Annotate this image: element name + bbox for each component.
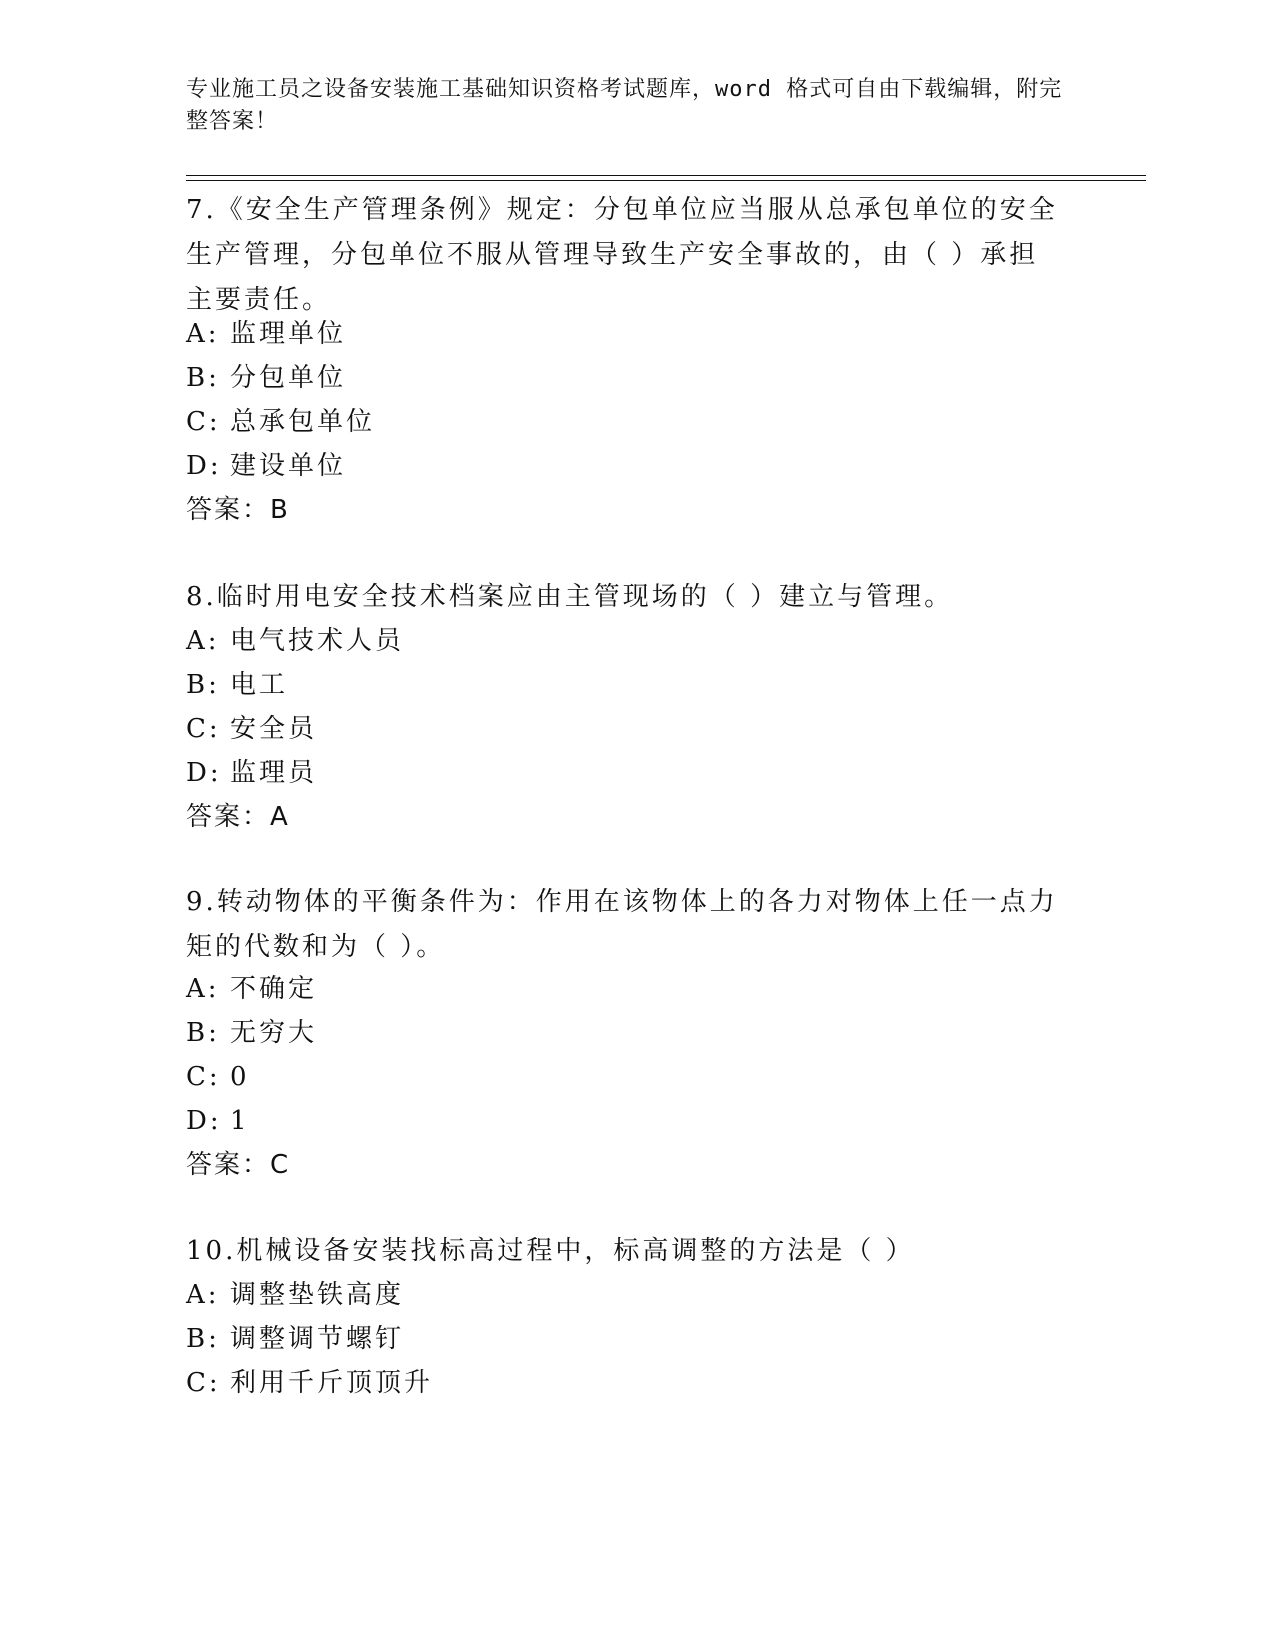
option-text: 总承包单位 (230, 407, 376, 437)
option-text: 调整垫铁高度 (230, 1280, 405, 1310)
option-letter: B: (186, 1018, 220, 1048)
question-option (186, 356, 1066, 401)
option-text: 1 (230, 1106, 250, 1136)
option-text: 分包单位 (230, 363, 347, 393)
option-letter: C: (186, 1062, 221, 1092)
answer-line: 答案：A (186, 802, 290, 832)
option-text: 0 (230, 1062, 250, 1092)
option-letter: C: (186, 1368, 221, 1398)
question-option (186, 1011, 1066, 1056)
option-text: 利用千斤顶顶升 (230, 1368, 434, 1398)
answer-line: 答案：B (186, 495, 290, 525)
question-option (186, 1361, 1066, 1406)
option-text: 电气技术人员 (230, 626, 405, 656)
option-letter: D: (186, 451, 222, 481)
option-text: 建设单位 (230, 451, 347, 481)
document-header: 专业施工员之设备安装施工基础知识资格考试题库，word 格式可自由下载编辑，附完整答案！ (186, 77, 1063, 134)
option-letter: A: (186, 319, 220, 349)
question-option (186, 1099, 1066, 1144)
question-option (186, 619, 1066, 664)
option-text: 安全员 (230, 714, 318, 744)
option-letter: A: (186, 974, 220, 1004)
option-text: 监理员 (230, 758, 318, 788)
option-text: 不确定 (230, 974, 318, 1004)
question-stem: 7.《安全生产管理条例》规定：分包单位应当服从总承包单位的安全生产管理，分包单位不服从管理导致生产安全事故的，由（ ）承担主要责任。 (186, 195, 1058, 315)
question-stem: 9.转动物体的平衡条件为：作用在该物体上的各力对物体上任一点力矩的代数和为（ ）。 (186, 887, 1058, 962)
header-divider-top (186, 175, 1146, 176)
question-option (186, 663, 1066, 708)
option-letter: A: (186, 1280, 220, 1310)
question-option (186, 444, 1066, 489)
option-letter: D: (186, 758, 222, 788)
question-stem: 10.机械设备安装找标高过程中，标高调整的方法是（ ） (186, 1236, 915, 1266)
option-text: 电工 (230, 670, 289, 700)
question-option (186, 1273, 1066, 1318)
option-text: 无穷大 (230, 1018, 318, 1048)
answer-line: 答案：C (186, 1150, 291, 1180)
question-option (186, 707, 1066, 752)
option-letter: D: (186, 1106, 222, 1136)
option-text: 监理单位 (230, 319, 347, 349)
header-divider-bottom (186, 180, 1146, 181)
option-letter: B: (186, 363, 220, 393)
question-option (186, 1055, 1066, 1100)
question-option (186, 751, 1066, 796)
question-option (186, 312, 1066, 357)
question-option (186, 967, 1066, 1012)
question-option (186, 400, 1066, 445)
option-letter: C: (186, 714, 221, 744)
question-stem: 8.临时用电安全技术档案应由主管现场的（ ）建立与管理。 (186, 582, 954, 612)
option-text: 调整调节螺钉 (230, 1324, 405, 1354)
question-option (186, 1317, 1066, 1362)
option-letter: C: (186, 407, 221, 437)
option-letter: B: (186, 1324, 220, 1354)
option-letter: A: (186, 626, 220, 656)
option-letter: B: (186, 670, 220, 700)
